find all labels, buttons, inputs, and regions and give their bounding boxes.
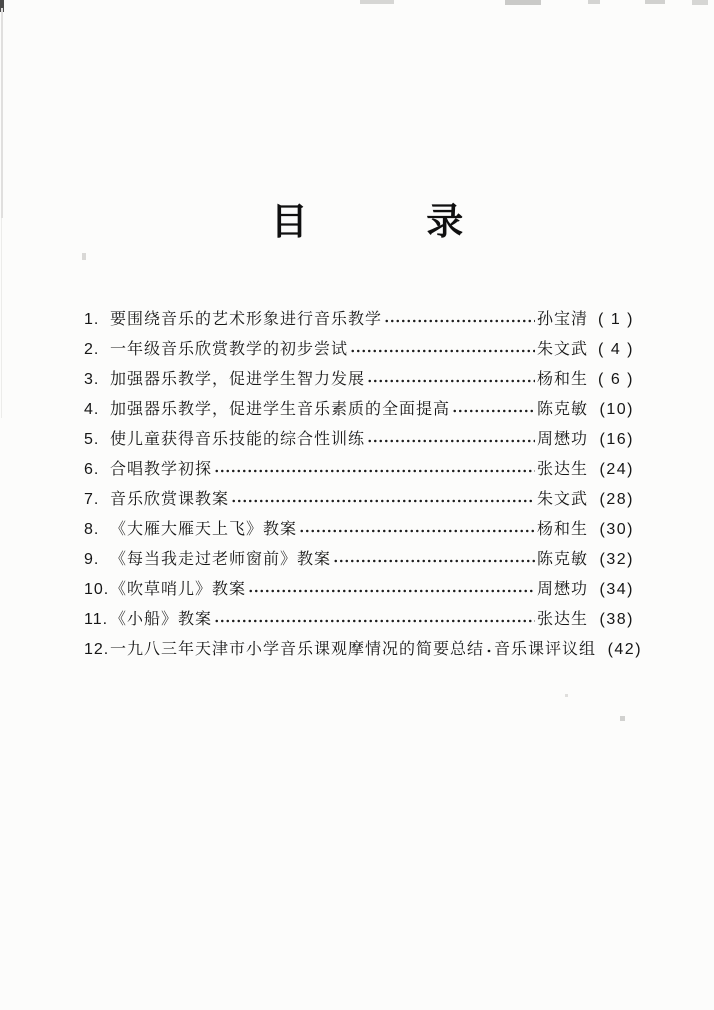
entry-title: 《每当我走过老师窗前》教案	[110, 551, 332, 568]
toc-entry	[84, 306, 634, 336]
entry-number: 7.	[84, 491, 100, 508]
entry-number: 12.	[84, 641, 110, 658]
dot-leader	[367, 374, 535, 388]
entry-author: 张达生	[536, 461, 588, 478]
toc-entry	[84, 456, 634, 486]
entry-page: (24)	[599, 461, 634, 478]
entry-author: 朱文武	[536, 341, 588, 358]
entry-page: (38)	[599, 611, 634, 628]
dot-leader	[367, 434, 535, 448]
dot-leader	[486, 644, 492, 658]
entry-author: 杨和生	[536, 371, 588, 388]
entry-page: ( 6 )	[598, 371, 634, 388]
toc-entry	[84, 486, 634, 516]
dot-leader	[214, 464, 535, 478]
entry-page: (32)	[599, 551, 634, 568]
dot-leader	[214, 614, 535, 628]
entry-title: 使儿童获得音乐技能的综合性训练	[110, 431, 366, 448]
entry-author: 陈克敏	[536, 401, 588, 418]
entry-title: 加强器乐教学，促进学生智力发展	[110, 371, 366, 388]
entry-page: (10)	[599, 401, 634, 418]
scan-artifact-tick	[82, 253, 86, 260]
toc-list	[84, 306, 643, 666]
toc-entry	[84, 426, 634, 456]
entry-author: 周懋功	[536, 581, 588, 598]
entry-title: 《小船》教案	[110, 611, 213, 628]
entry-author: 张达生	[536, 611, 588, 628]
entry-title: 一九八三年天津市小学音乐课观摩情况的简要总结	[110, 641, 485, 658]
entry-title: 《吹草哨儿》教案	[110, 581, 247, 598]
entry-page: (30)	[599, 521, 634, 538]
entry-number: 2.	[84, 341, 100, 358]
entry-title: 要围绕音乐的艺术形象进行音乐教学	[110, 311, 383, 328]
dot-leader	[333, 554, 535, 568]
entry-page: ( 1 )	[598, 311, 634, 328]
entry-title: 加强器乐教学，促进学生音乐素质的全面提高	[110, 401, 451, 418]
entry-page: (34)	[599, 581, 634, 598]
entry-page: (28)	[599, 491, 634, 508]
toc-entry	[84, 606, 634, 636]
dot-leader	[248, 584, 535, 598]
page-title-char-right: 录	[426, 201, 464, 242]
entry-number: 1.	[84, 311, 100, 328]
entry-page: (16)	[599, 431, 634, 448]
entry-author: 音乐课评议组	[494, 641, 597, 658]
toc-entry	[84, 396, 634, 426]
entry-number: 6.	[84, 461, 100, 478]
page-title-char-left: 目	[270, 201, 308, 242]
entry-title: 合唱教学初探	[110, 461, 213, 478]
page-title	[0, 0, 714, 244]
entry-number: 11.	[84, 611, 109, 628]
entry-number: 5.	[84, 431, 100, 448]
toc-entry	[84, 516, 634, 546]
entry-number: 10.	[84, 581, 110, 598]
entry-author: 陈克敏	[536, 551, 588, 568]
entry-title: 一年级音乐欣赏教学的初步尝试	[110, 341, 349, 358]
scan-artifact-left-edge-faint	[1, 218, 2, 418]
toc-entry	[84, 366, 634, 396]
entry-author: 周懋功	[536, 431, 588, 448]
entry-page: (42)	[607, 641, 643, 658]
entry-title: 音乐欣赏课教案	[110, 491, 230, 508]
entry-number: 3.	[84, 371, 100, 388]
entry-number: 9.	[84, 551, 100, 568]
dot-leader	[384, 314, 535, 328]
toc-entry	[84, 546, 634, 576]
toc-entry	[84, 336, 634, 366]
dot-leader	[452, 404, 535, 418]
entry-title: 《大雁大雁天上飞》教案	[110, 521, 298, 538]
entry-number: 8.	[84, 521, 100, 538]
entry-author: 朱文武	[536, 491, 588, 508]
entry-author: 杨和生	[536, 521, 588, 538]
entry-number: 4.	[84, 401, 100, 418]
dot-leader	[231, 494, 535, 508]
dot-leader	[299, 524, 535, 538]
scan-artifact-speck	[565, 694, 568, 697]
entry-author: 孙宝清	[536, 311, 588, 328]
scan-artifact-speck	[620, 716, 625, 721]
dot-leader	[350, 344, 535, 358]
entry-page: ( 4 )	[598, 341, 634, 358]
toc-entry	[84, 636, 643, 666]
toc-entry	[84, 576, 634, 606]
